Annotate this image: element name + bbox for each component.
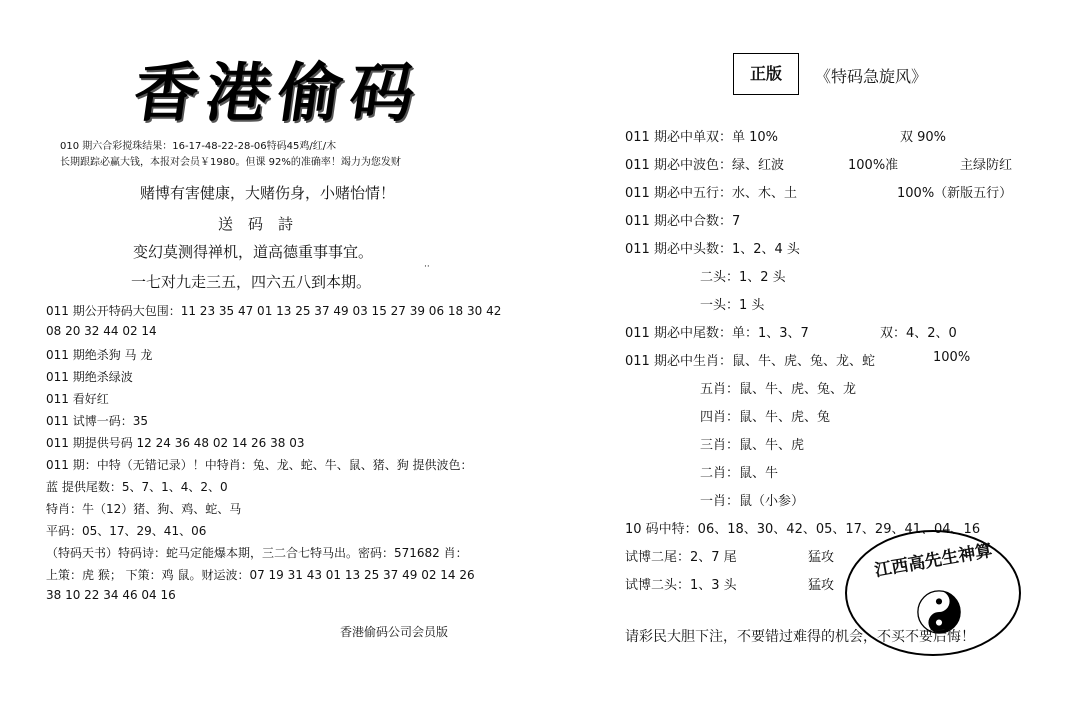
left-line: 011 看好红: [46, 392, 109, 406]
dot-mark: ··: [424, 262, 430, 272]
row-b: 双：4、2、0: [880, 326, 957, 341]
left-line: 011 期提供号码 12 24 36 48 02 14 26 38 03: [46, 436, 305, 450]
row-b: 双 90%: [900, 130, 947, 145]
row-a: 一头：1 头: [700, 298, 765, 313]
zhengban-badge: 正版: [733, 53, 799, 95]
row-a: 011 期必中波色：绿、红波: [625, 158, 784, 173]
page-title: 香港偷码: [128, 56, 428, 131]
left-line: 011 期：中特（无错记录）！中特肖：兔、龙、蛇、牛、鼠、猪、狗 提供波色：: [46, 458, 473, 472]
row-a: 011 期必中生肖：鼠、牛、虎、兔、龙、蛇: [625, 354, 875, 369]
row-a: 试博二头：1、3 头: [625, 578, 737, 593]
left-line: 蓝 提供尾数：5、7、1、4、2、0: [46, 480, 228, 494]
right-title: 《特码急旋风》: [815, 67, 928, 86]
row-a: 011 期必中合数：7: [625, 214, 741, 229]
row-b: 猛攻: [808, 578, 835, 593]
row-c: 主绿防红: [960, 158, 1013, 173]
left-line: 011 期公开特码大包围：11 23 35 47 01 13 25 37 49 03 15 27 39 06 18 30 42: [46, 304, 502, 318]
left-line: 38 10 22 34 46 04 16: [46, 588, 176, 602]
row-b: 100%（新版五行）: [897, 186, 1013, 201]
left-line: 平码：05、17、29、41、06: [46, 524, 207, 538]
left-line: 011 期绝杀绿波: [46, 370, 133, 384]
left-line: 特肖：牛（12）猪、狗、鸡、蛇、马: [46, 502, 242, 516]
promo-line: 长期跟踪必赢大钱，本报对会员￥1980。但课 92%的准确率！竭力为您发财: [60, 157, 401, 168]
row-a: 011 期必中头数：1、2、4 头: [625, 242, 800, 257]
row-a: 五肖：鼠、牛、虎、兔、龙: [700, 382, 857, 397]
seal-text: 江西高先生神算: [873, 540, 994, 582]
left-footer: 香港偷码公司会员版: [340, 625, 449, 639]
row-b: 100%: [933, 350, 971, 365]
row-a: 四肖：鼠、牛、虎、兔: [700, 410, 831, 425]
row-a: 二肖：鼠、牛: [700, 466, 779, 481]
row-a: 三肖：鼠、牛、虎: [700, 438, 805, 453]
row-b: 猛攻: [808, 550, 835, 565]
left-line: （特码天书）特码诗：蛇马定能爆本期，三二合七特马出。密码：571682 肖：: [46, 546, 468, 560]
row-a: 011 期必中单双：单 10%: [625, 130, 778, 145]
row-a: 011 期必中五行：水、木、土: [625, 186, 797, 201]
row-a: 二头：1、2 头: [700, 270, 786, 285]
row-a: 试博二尾：2、7 尾: [625, 550, 737, 565]
left-line: 011 试博一码：35: [46, 414, 148, 428]
row-a: 10 码中特：06、18、30、42、05、17、29、41、04、16: [625, 522, 981, 537]
slogan: 赌博有害健康，大赌伤身，小赌怡情！: [140, 184, 396, 202]
left-line: 08 20 32 44 02 14: [46, 324, 157, 338]
row-b: 100%准: [848, 158, 899, 173]
poem-line-1: 变幻莫测得禅机，道高德重事事宜。: [133, 243, 374, 261]
result-line: 010 期六合彩搅珠结果：16-17-48-22-28-06特码45鸡/红/木: [60, 141, 337, 152]
right-footer: 请彩民大胆下注，不要错过难得的机会，不买不要后悔！: [625, 629, 975, 645]
poem-title: 送 码 詩: [218, 215, 294, 233]
poem-line-2: 一七对九走三五，四六五八到本期。: [131, 273, 372, 291]
left-line: 上策：虎 猴； 下策：鸡 鼠。财运波：07 19 31 43 01 13 25 37 49 02 14 26: [46, 568, 475, 582]
row-a: 011 期必中尾数：单：1、3、7: [625, 326, 809, 341]
row-a: 一肖：鼠（小参）: [700, 494, 805, 509]
left-line: 011 期绝杀狗 马 龙: [46, 348, 153, 362]
